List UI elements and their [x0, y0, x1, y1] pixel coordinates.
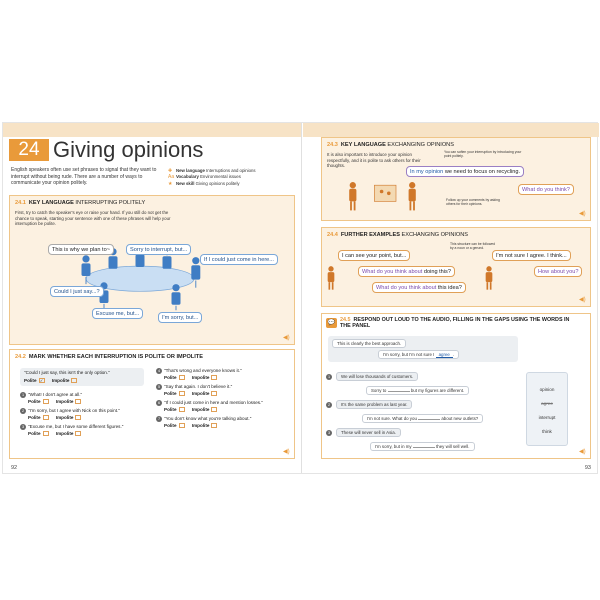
- polite-checkbox[interactable]: [43, 431, 49, 436]
- panel-24-5: 💬 24.5 RESPOND OUT LOUD TO THE AUDIO, FILLING IN THE GAPS USING THE WORDS IN THE PANEL This is clearly the best approach. I'm sorry, but I'm not sure I agree . 1 We will lose thousands of customers. Sorry to but my figures are different. 2 It's the same problem as last year. I'm not sure. What do you about new outlets? 3 These will never sell in Asia. I'm sorry, but in my they will sell well. opinion agree interrupt think ◀): [321, 313, 591, 459]
- bubble-im-sorry: I'm sorry, but...: [158, 312, 202, 323]
- vocabulary-icon: Aa: [168, 174, 175, 181]
- audio-icon[interactable]: ◀): [579, 211, 586, 217]
- item-4: 4 "That's wrong and everyone knows it.": [157, 368, 242, 373]
- example-text: "Could I just say, this isn't the only option.": [24, 370, 110, 375]
- impolite-checkbox[interactable]: [211, 391, 217, 396]
- plus-icon: ✚: [168, 168, 173, 174]
- bubble-not-sure: I'm not sure I agree. I think...: [492, 250, 571, 261]
- example-item: "Could I just say, this isn't the only option." Polite ✓ Impolite: [20, 368, 144, 386]
- left-page: [3, 123, 301, 475]
- note-follow-up: Follow up your comments by asking others for their opinions.: [446, 198, 500, 207]
- page-number: 92: [11, 465, 18, 471]
- book-spread: [2, 122, 598, 474]
- bubble-opinion: In my opinion we need to focus on recycling.: [406, 166, 524, 177]
- bubble-i-can-see: I can see your point, but...: [338, 250, 410, 261]
- item-1-answer[interactable]: Sorry to but my figures are different.: [366, 386, 469, 395]
- impolite-checkbox[interactable]: [71, 378, 77, 383]
- word-opinion: opinion: [539, 387, 555, 392]
- item-3-answer[interactable]: I'm sorry, but in my they will sell well.: [370, 442, 475, 451]
- chapter-intro: English speakers often use set phrases to signal that they want to interrupt without being rude. There are a number of ways to communicate your opinion politely.: [11, 167, 157, 187]
- panel-heading: 24.1 KEY LANGUAGE INTERRUPTING POLITELY: [15, 200, 146, 206]
- bubble-if-i-could: If I could just come in here...: [200, 254, 278, 265]
- word-think: think: [542, 429, 552, 434]
- bubble-sorry-to-interrupt: Sorry to interrupt, but...: [126, 244, 191, 255]
- audio-icon[interactable]: ◀): [283, 335, 290, 341]
- person-right-icon: [484, 264, 494, 292]
- polite-checkbox[interactable]: [179, 423, 185, 428]
- chapter-number: 24: [9, 139, 49, 161]
- item-2-answer[interactable]: I'm not sure. What do you about new outlets?: [362, 414, 483, 423]
- meta-vocabulary: Aa Vocabulary Environmental issues: [168, 174, 241, 181]
- gap-input[interactable]: [413, 447, 435, 448]
- meta-new-language: ✚ New language Interruptions and opinions: [168, 168, 256, 174]
- panel-24-4: [321, 227, 591, 307]
- item-3: 3 "Excuse me, but I have some different figures.": [21, 424, 124, 429]
- panel-heading: 24.4 FURTHER EXAMPLES EXCHANGING OPINIONS: [327, 232, 469, 238]
- people-illustration: [342, 178, 432, 214]
- top-bar: [3, 123, 301, 137]
- panel-24-3: [321, 137, 591, 221]
- panel-24-1: [9, 195, 295, 345]
- item-6: 6 "If I could just come in here and mention losses.": [157, 400, 264, 405]
- chapter-title: Giving opinions: [53, 137, 204, 162]
- bubble-how-about-you: How about you?: [534, 266, 582, 277]
- item-2-question: It's the same problem as last year.: [336, 400, 412, 409]
- note-soften: You can soften your interruption by introducing your point politely.: [444, 150, 522, 159]
- polite-checkbox[interactable]: [43, 415, 49, 420]
- example-answer-word: agree: [436, 352, 453, 358]
- item-7: 7 "You don't know what you're talking about.": [157, 416, 252, 421]
- tick-icon: ✓: [39, 378, 44, 384]
- meta-new-skill: ★ New skill Giving opinions politely: [168, 180, 240, 187]
- bubble-could-i-just-say: Could I just say...?: [50, 286, 104, 297]
- impolite-checkbox[interactable]: [75, 399, 81, 404]
- word-panel: [526, 372, 568, 446]
- person-left-icon: [326, 264, 336, 292]
- impolite-checkbox[interactable]: [211, 407, 217, 412]
- impolite-checkbox[interactable]: [75, 415, 81, 420]
- item-3-question: These will never sell in Asia.: [336, 428, 401, 437]
- item-1: 1 "What! I don't agree at all.": [21, 392, 83, 397]
- item-2: 2 "I'm sorry, but I agree with Nick on this point.": [21, 408, 120, 413]
- chapter-meta: [168, 168, 296, 187]
- audio-icon[interactable]: ◀): [283, 449, 290, 455]
- impolite-checkbox[interactable]: [211, 423, 217, 428]
- word-interrupt: interrupt: [538, 415, 556, 420]
- item-5: 5 "Say that again. I don't believe it.": [157, 384, 233, 389]
- bubble-this-is-why: This is why we plan to~: [48, 244, 114, 255]
- bubble-what-do-you-think: What do you think?: [518, 184, 574, 195]
- polite-checkbox[interactable]: [179, 407, 185, 412]
- impolite-checkbox[interactable]: [211, 375, 217, 380]
- star-icon: ★: [168, 180, 173, 187]
- impolite-checkbox[interactable]: [75, 431, 81, 436]
- gap-input[interactable]: [388, 391, 410, 392]
- panel-text: First, try to catch the speaker's eye or raise your hand. If you still do not get the chance to speak, starting your sentence with one of these phrases will help your interruption be polite.: [15, 210, 171, 227]
- panel-heading: 24.5 RESPOND OUT LOUD TO THE AUDIO, FILLING IN THE GAPS USING THE WORDS IN THE PANEL: [340, 317, 570, 330]
- panel-24-2: 24.2 MARK WHETHER EACH INTERRUPTION IS POLITE OR IMPOLITE "Could I just say, this isn't the only option." Polite ✓ Impolite 1 "What! I don't agree at all." Polite Impolite 2 "I'm sorry, but I agree with Nick on this point." Polite Impolite 3 "Excuse me, but I have some different figures." Polite Impolite 4 "That's wrong and everyone knows it." Polite Impolite 5 "Say that again. I don't believe it." Polite Impolite 6 "If I could just come in here and mention losses." Polite Impolite 7 "You don't know what you're talking about." Polite Impolite ◀): [9, 349, 295, 459]
- audio-icon[interactable]: ◀): [579, 297, 586, 303]
- panel-text: It is also important to introduce your opinion respectfully, and it is polite to ask others for their thoughts.: [327, 152, 421, 169]
- right-page: [303, 123, 599, 475]
- word-agree: agree: [541, 401, 553, 406]
- polite-checkbox[interactable]: [39, 378, 45, 383]
- gutter: [301, 123, 302, 473]
- bubble-excuse-me: Excuse me, but...: [92, 308, 143, 319]
- panel-heading: 24.2 MARK WHETHER EACH INTERRUPTION IS POLITE OR IMPOLITE: [15, 354, 203, 360]
- item-1-question: We will lose thousands of customers.: [336, 372, 418, 381]
- polite-checkbox[interactable]: [179, 375, 185, 380]
- example-box: [328, 336, 518, 362]
- panel-heading: 24.3 KEY LANGUAGE EXCHANGING OPINIONS: [327, 142, 454, 148]
- polite-checkbox[interactable]: [43, 399, 49, 404]
- example-question: This is clearly the best approach.: [332, 339, 406, 348]
- speech-icon: 💬: [327, 320, 336, 326]
- gap-input[interactable]: [418, 419, 440, 420]
- page-number: 93: [584, 465, 591, 471]
- example-answer: I'm sorry, but I'm not sure I agree .: [378, 350, 459, 359]
- bubble-what-about-doing: What do you think about doing this?: [358, 266, 455, 277]
- polite-checkbox[interactable]: [179, 391, 185, 396]
- bubble-what-about-idea: What do you think about this idea?: [372, 282, 466, 293]
- top-bar: [303, 123, 599, 137]
- note-structure: This structure can be followed by a noun or a gerund.: [450, 242, 496, 251]
- audio-icon[interactable]: ◀): [579, 449, 586, 455]
